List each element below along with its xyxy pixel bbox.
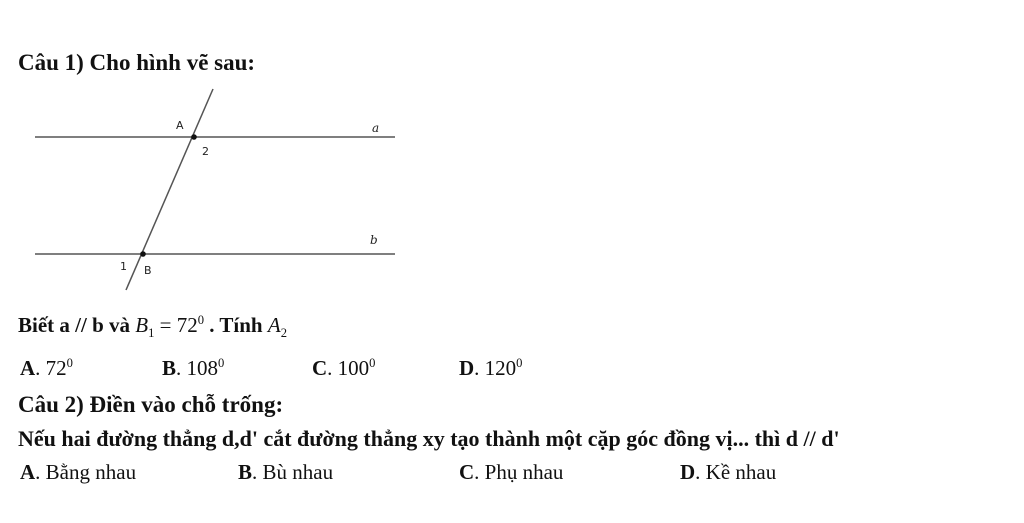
q1-option-c[interactable]: C. $100^0$ xyxy=(312,356,376,380)
label-1: 1 xyxy=(120,260,127,273)
q1-option-b[interactable]: B. $108^0$ xyxy=(162,356,225,380)
transversal-line xyxy=(126,89,213,290)
question-1-stem xyxy=(18,313,287,341)
q2-option-b[interactable]: B. Bù nhau xyxy=(238,460,334,484)
given-angle-var: B xyxy=(135,313,149,337)
label-A: A xyxy=(176,119,184,132)
given-angle-sub: 1 xyxy=(148,326,155,341)
q2-option-a[interactable]: A. Bằng nhau xyxy=(20,460,137,484)
question-2-title: Câu 2) Điền vào chỗ trống: xyxy=(18,392,284,417)
label-2: 2 xyxy=(202,145,209,158)
label-a: a xyxy=(372,121,380,135)
ask-angle-var: A xyxy=(267,313,281,337)
question-1-title: Câu 1) Cho hình vẽ sau: xyxy=(18,50,256,75)
stem-prefix: Biết a // b và xyxy=(18,313,136,337)
question-2-stem: Nếu hai đường thẳng d,d' cắt đường thẳng xy tạo thành một cặp góc đồng vị... thì d // d' xyxy=(18,426,840,451)
label-b: b xyxy=(370,233,378,247)
label-B: B xyxy=(144,264,152,277)
q2-option-c[interactable]: C. Phụ nhau xyxy=(459,460,564,484)
q1-option-a[interactable]: A. $72^0$ xyxy=(20,356,73,380)
parallel-lines-figure xyxy=(30,82,400,297)
q2-option-d[interactable]: D. Kề nhau xyxy=(680,460,777,484)
q1-option-d[interactable]: D. $120^0$ xyxy=(459,356,523,380)
given-angle-eq: = 72 xyxy=(154,313,198,337)
stem-mid: . Tính xyxy=(204,313,268,337)
given-angle-degree: 0 xyxy=(197,313,205,327)
point-B xyxy=(140,251,146,257)
point-A xyxy=(191,134,197,140)
ask-angle-sub: 2 xyxy=(280,326,287,341)
